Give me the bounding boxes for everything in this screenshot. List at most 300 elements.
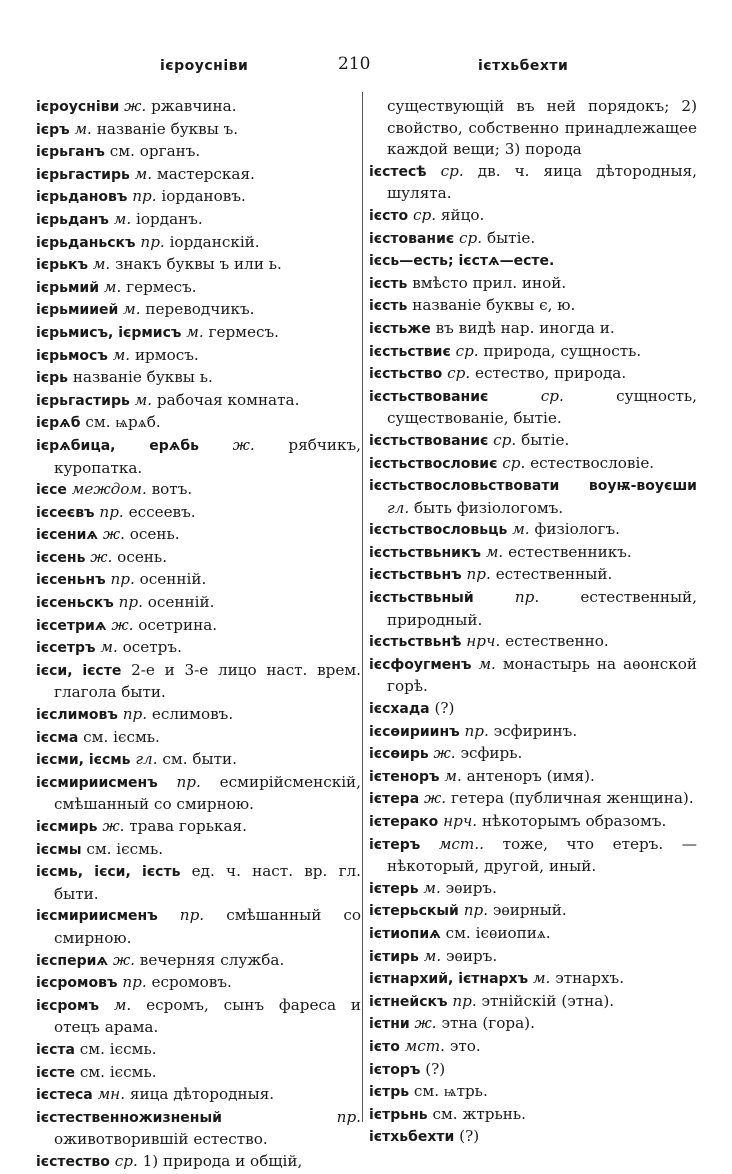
entry-definition: іорданскій. bbox=[169, 232, 260, 251]
entry-definition: вечерняя служба. bbox=[139, 950, 285, 969]
entry-grammar-label: мн. bbox=[97, 1085, 126, 1104]
dictionary-entry bbox=[36, 186, 361, 209]
entry-definition: см. органъ. bbox=[109, 142, 201, 161]
dictionary-entry bbox=[369, 878, 697, 901]
dictionary-entry bbox=[369, 923, 697, 946]
dictionary-entry bbox=[369, 363, 697, 386]
entry-definition: еслимовъ. bbox=[151, 705, 234, 724]
entry-headword: ієрьгастирь bbox=[36, 166, 130, 183]
entry-grammar-label: м. bbox=[512, 520, 530, 539]
entry-grammar-label: ср. bbox=[114, 1151, 138, 1170]
entry-definition: эсфирь. bbox=[460, 744, 523, 763]
entry-definition: іорданъ. bbox=[136, 209, 203, 228]
entry-grammar-label: м. bbox=[134, 390, 153, 409]
entry-headword: ієрьданьскъ bbox=[36, 234, 136, 251]
entry-definition: названіе буквы ь. bbox=[72, 368, 213, 387]
entry-headword: ієсь—есть; ієстѧ—есте. bbox=[369, 253, 555, 270]
running-head-left: ієроусніви bbox=[160, 58, 249, 74]
entry-grammar-label: пр. bbox=[176, 772, 201, 791]
dictionary-entry bbox=[369, 946, 697, 969]
entry-grammar-label: гл. bbox=[387, 498, 410, 517]
dictionary-entry bbox=[36, 547, 361, 570]
dictionary-entry bbox=[36, 96, 361, 119]
entry-headword: ієрьмиией bbox=[36, 302, 119, 319]
entry-headword: ієрьмисъ, ієрмисъ bbox=[36, 324, 182, 341]
page-header bbox=[0, 54, 732, 82]
entry-headword: ієтирь bbox=[369, 948, 419, 965]
entry-headword: ієтерако bbox=[369, 814, 439, 830]
dictionary-entry bbox=[369, 1081, 697, 1104]
dictionary-entry bbox=[36, 772, 361, 816]
entry-headword: ієсѳириинъ bbox=[369, 723, 460, 740]
entry-headword: ієторъ bbox=[369, 1061, 421, 1078]
entry-headword: ієсма bbox=[36, 729, 79, 746]
entry-definition: см. ієсмь. bbox=[79, 1039, 157, 1058]
dictionary-entry bbox=[36, 322, 361, 345]
entry-headword: ієтхьбехти bbox=[369, 1129, 455, 1146]
entry-headword: ієста bbox=[36, 1041, 75, 1058]
entry-definition: въ видѣ нар. иногда и. bbox=[435, 318, 615, 337]
entry-definition: этнархъ. bbox=[555, 969, 625, 988]
entry-definition: осетрина. bbox=[138, 615, 218, 634]
entry-grammar-label: ж. bbox=[232, 435, 255, 454]
entry-grammar-label: ж. bbox=[424, 789, 447, 808]
dictionary-entry bbox=[36, 995, 361, 1039]
dictionary-entry bbox=[36, 1084, 361, 1107]
entry-headword: ієрькъ bbox=[36, 257, 88, 274]
dictionary-entry bbox=[36, 367, 361, 390]
dictionary-entry bbox=[369, 1059, 697, 1082]
entry-headword: ієстованиє bbox=[369, 230, 455, 247]
dictionary-entry bbox=[36, 950, 361, 973]
entry-grammar-label: м. bbox=[444, 766, 462, 785]
entry-grammar-label: м. bbox=[532, 969, 551, 988]
dictionary-entry bbox=[369, 654, 697, 698]
entry-grammar-label: м. bbox=[478, 654, 496, 673]
entry-definition: (?) bbox=[425, 1059, 446, 1078]
entry-grammar-label: м. bbox=[112, 345, 131, 364]
dictionary-entry bbox=[36, 704, 361, 727]
dictionary-entry bbox=[36, 749, 361, 772]
entry-definition: вотъ. bbox=[151, 480, 193, 499]
entry-headword: ієсениѧ bbox=[36, 527, 99, 544]
entry-definition: осенній. bbox=[147, 593, 215, 612]
dictionary-entry bbox=[36, 390, 361, 413]
dictionary-entry bbox=[369, 1126, 697, 1149]
dictionary-entry bbox=[36, 615, 361, 638]
entry-definition: названіе буквы є, ю. bbox=[412, 296, 576, 315]
entry-headword: ієръ bbox=[36, 121, 70, 138]
entry-headword: ієсмирь bbox=[36, 819, 98, 835]
entry-headword: ієсеєвъ bbox=[36, 504, 95, 521]
entry-headword: ієрѧбица, ерѧбь bbox=[36, 437, 199, 454]
entry-headword: ієсеньскъ bbox=[36, 595, 114, 612]
dictionary-entry bbox=[369, 968, 697, 991]
running-head-right: ієтхьбехти bbox=[478, 58, 569, 74]
dictionary-entry bbox=[369, 228, 697, 251]
entry-headword: ієслимовъ bbox=[36, 707, 118, 724]
entry-definition: гетера (публичная женщина). bbox=[450, 789, 694, 808]
dictionary-entry bbox=[369, 430, 697, 453]
entry-headword: ієсѳирь bbox=[369, 746, 429, 763]
entry-definition: физіологъ. bbox=[534, 520, 620, 539]
entry-grammar-label: нрч. bbox=[443, 812, 478, 830]
entry-headword: ієсть bbox=[369, 275, 408, 292]
entry-headword: ієтерьскый bbox=[369, 903, 459, 920]
entry-definition: вмѣсто прил. иной. bbox=[412, 273, 567, 292]
dictionary-entry bbox=[36, 1107, 361, 1151]
dictionary-entry bbox=[369, 743, 697, 766]
entry-grammar-label: ж. bbox=[90, 547, 113, 566]
entry-grammar-label: пр. bbox=[179, 906, 205, 925]
entry-definition: гермесъ. bbox=[126, 277, 197, 296]
dictionary-entry bbox=[36, 277, 361, 300]
entry-headword: ієсе bbox=[36, 482, 67, 499]
entry-grammar-label: пр. bbox=[464, 721, 489, 740]
entry-headword: ієсетриѧ bbox=[36, 617, 107, 634]
entry-definition: 1) природа и общій, bbox=[142, 1151, 303, 1170]
entry-grammar-label: м. bbox=[123, 300, 141, 319]
entry-definition: знакъ буквы ъ или ь. bbox=[115, 255, 282, 274]
entry-grammar-label: ср. bbox=[459, 228, 483, 247]
entry-definition: 2-е и 3-е лицо наст. врем. глагола быти. bbox=[54, 660, 361, 702]
dictionary-entry bbox=[369, 811, 697, 834]
entry-headword: ієси, ієсте bbox=[36, 662, 122, 679]
dictionary-entry bbox=[36, 435, 361, 479]
entry-headword: ієстьствьникъ bbox=[369, 544, 481, 561]
entry-headword: ієроусніви bbox=[36, 99, 120, 115]
entry-definition: см. ієѳиопиѧ. bbox=[445, 923, 551, 942]
entry-grammar-label: пр. bbox=[466, 565, 491, 584]
entry-grammar-label: пр. bbox=[463, 901, 489, 920]
dictionary-entry bbox=[36, 209, 361, 232]
entry-definition: осетръ. bbox=[122, 638, 182, 657]
entry-headword: ієсромъ bbox=[36, 997, 99, 1014]
entry-headword: ієтиопиѧ bbox=[369, 925, 441, 942]
entry-headword: ієтнархий, ієтнархъ bbox=[369, 971, 529, 988]
dictionary-entry bbox=[369, 1104, 697, 1127]
entry-grammar-label: ж. bbox=[414, 1014, 437, 1033]
dictionary-entry bbox=[36, 637, 361, 660]
entry-definition: см. ѩрѧб. bbox=[85, 413, 161, 432]
entry-headword: ієстьство bbox=[369, 366, 443, 383]
entry-headword: ієтрь bbox=[369, 1084, 410, 1101]
entry-definition: эѳиръ. bbox=[445, 878, 497, 897]
entry-headword: ієсетръ bbox=[36, 640, 96, 657]
entry-definition: яица дѣтородныя. bbox=[129, 1085, 275, 1104]
dictionary-entry bbox=[36, 569, 361, 592]
entry-headword: ієсень bbox=[36, 549, 86, 566]
dictionary-entry bbox=[36, 119, 361, 142]
entry-definition: тоже, что етеръ. — нѣкоторый, другой, иный. bbox=[387, 834, 697, 876]
entry-headword: ієрь bbox=[36, 370, 68, 387]
entry-grammar-label: ср. bbox=[502, 453, 526, 472]
entry-definition: см. ѩтрь. bbox=[413, 1082, 488, 1101]
entry-grammar-label: пр. bbox=[336, 1107, 361, 1126]
entry-grammar-label: междом. bbox=[71, 480, 147, 499]
dictionary-entry bbox=[369, 250, 697, 273]
entry-headword: ієстьствьнъ bbox=[369, 567, 462, 584]
dictionary-entry bbox=[369, 834, 697, 878]
entry-definition: бытіе. bbox=[486, 228, 536, 247]
entry-grammar-label: ср. bbox=[493, 430, 517, 449]
entry-definition: іордановъ. bbox=[161, 187, 246, 206]
dictionary-entry bbox=[369, 1036, 697, 1059]
entry-definition: эѳирный. bbox=[492, 901, 567, 920]
dictionary-entry bbox=[369, 1013, 697, 1036]
right-column bbox=[369, 96, 697, 1149]
dictionary-entry bbox=[36, 972, 361, 995]
entry-definition: существующій въ ней порядокъ; 2) свойство, собственно принадлежащее каждой вещи; 3) порода bbox=[387, 97, 697, 159]
entry-grammar-label: ж. bbox=[102, 525, 125, 544]
entry-definition: (?) bbox=[459, 1127, 480, 1146]
page-number: 210 bbox=[338, 54, 371, 74]
dictionary-entry bbox=[36, 412, 361, 435]
dictionary-entry bbox=[36, 816, 361, 839]
entry-definition: естественный, природный. bbox=[387, 588, 698, 629]
entry-headword: ієстеса bbox=[36, 1087, 93, 1104]
entry-grammar-label: пр. bbox=[118, 593, 143, 612]
entry-headword: ієсромовъ bbox=[36, 975, 118, 992]
entry-definition: ессеевъ. bbox=[128, 502, 196, 521]
entry-definition: сущность, существованіе, бытіе. bbox=[387, 386, 697, 428]
entry-definition: естественникъ. bbox=[508, 542, 632, 561]
dictionary-entry bbox=[369, 587, 697, 631]
entry-grammar-label: пр. bbox=[514, 588, 540, 607]
entry-grammar-label: ж. bbox=[102, 817, 125, 835]
dictionary-entry bbox=[36, 524, 361, 547]
entry-grammar-label: мст. bbox=[404, 1036, 445, 1055]
entry-definition: переводчикъ. bbox=[145, 300, 255, 319]
entry-definition: см. ієсмь. bbox=[86, 839, 164, 858]
entry-definition: эѳиръ. bbox=[445, 946, 498, 965]
entry-grammar-label: ср. bbox=[540, 386, 564, 405]
dictionary-entry bbox=[369, 766, 697, 789]
entry-grammar-label: мст.. bbox=[438, 834, 484, 853]
entry-definition: дв. ч. яица дѣтородныя, шулята. bbox=[387, 161, 697, 203]
entry-definition: ед. ч. наст. вр. гл. быти. bbox=[54, 862, 362, 903]
entry-headword: ієсте bbox=[36, 1064, 76, 1081]
entry-headword: ієстество bbox=[36, 1153, 110, 1170]
dictionary-entry bbox=[369, 341, 697, 364]
entry-definition: рябчикъ, куропатка. bbox=[54, 435, 361, 477]
column-divider bbox=[362, 92, 363, 1122]
entry-definition: есмирійсменскій, смѣшанный со смирною. bbox=[54, 772, 362, 814]
entry-headword: ієсмириисменъ bbox=[36, 908, 158, 925]
entry-headword: ієсхада bbox=[369, 701, 430, 718]
entry-grammar-label: пр. bbox=[99, 502, 124, 521]
entry-grammar-label: нрч. bbox=[466, 632, 501, 651]
entry-headword: ієрьдановъ bbox=[36, 189, 128, 206]
entry-definition: ирмосъ. bbox=[134, 345, 199, 364]
entry-headword: ієсфоугменъ bbox=[369, 656, 472, 673]
dictionary-entry bbox=[369, 698, 697, 721]
dictionary-entry bbox=[369, 519, 697, 542]
entry-definition: есромовъ. bbox=[151, 973, 232, 992]
entry-definition: монастырь на аѳонской горѣ. bbox=[387, 654, 697, 696]
entry-grammar-label: м. bbox=[74, 119, 92, 138]
entry-definition: (?) bbox=[434, 699, 455, 718]
entry-headword: ієстественножизненый bbox=[36, 1109, 222, 1126]
dictionary-entry bbox=[369, 788, 697, 811]
entry-definition: яйцо. bbox=[440, 205, 485, 224]
entry-definition: этна (гора). bbox=[441, 1014, 535, 1033]
dictionary-entry bbox=[369, 453, 697, 476]
dictionary-entry bbox=[369, 161, 697, 205]
entry-grammar-label: м. bbox=[100, 638, 118, 657]
entry-grammar-label: ж. bbox=[112, 950, 135, 969]
entry-definition: это. bbox=[449, 1036, 481, 1055]
entry-definition: ржавчина. bbox=[151, 97, 237, 115]
entry-definition: см. быти. bbox=[162, 750, 237, 769]
entry-headword: ієтеръ bbox=[369, 836, 421, 853]
dictionary-entry bbox=[36, 345, 361, 368]
dictionary-entry bbox=[369, 721, 697, 744]
entry-grammar-label: пр. bbox=[132, 187, 157, 206]
entry-grammar-label: ж. bbox=[433, 744, 456, 763]
entry-definition: названіе буквы ъ. bbox=[96, 119, 239, 138]
entry-definition: этнійскій (этна). bbox=[481, 991, 615, 1010]
entry-headword: ієрѧб bbox=[36, 415, 81, 432]
dictionary-entry bbox=[36, 479, 361, 502]
entry-grammar-label: м. bbox=[186, 322, 204, 341]
entry-headword: ієтрьнь bbox=[369, 1106, 428, 1123]
entry-definition: смѣшанный со смирною. bbox=[54, 906, 362, 947]
dictionary-entry bbox=[369, 205, 697, 228]
dictionary-entry bbox=[36, 839, 361, 862]
dictionary-entry bbox=[36, 164, 361, 187]
dictionary-entry bbox=[36, 232, 361, 255]
entry-headword: ієстьствьнѣ bbox=[369, 634, 462, 651]
entry-definition: природа, сущность. bbox=[483, 341, 642, 360]
entry-headword: ієстьже bbox=[369, 320, 431, 337]
entry-headword: ієто bbox=[369, 1038, 400, 1055]
entry-headword: ієсмириисменъ bbox=[36, 774, 158, 791]
entry-grammar-label: ср. bbox=[447, 364, 471, 383]
entry-grammar-label: м. bbox=[92, 255, 111, 274]
left-column bbox=[36, 96, 361, 1174]
entry-headword: ієсть bbox=[369, 298, 408, 315]
entry-headword: ієстьствиє bbox=[369, 343, 451, 360]
entry-headword: ієстьствьный bbox=[369, 590, 474, 607]
dictionary-entry bbox=[36, 905, 361, 949]
entry-grammar-label: м. bbox=[423, 946, 442, 965]
entry-definition: трава горькая. bbox=[129, 817, 247, 835]
entry-grammar-label: ср. bbox=[440, 161, 464, 180]
entry-definition: бытіе. bbox=[521, 430, 570, 449]
entry-grammar-label: м. bbox=[103, 277, 122, 296]
dictionary-entry bbox=[369, 564, 697, 587]
entry-grammar-label: м. bbox=[113, 209, 132, 228]
dictionary-entry bbox=[369, 386, 697, 430]
entry-headword: ієтерь bbox=[369, 880, 419, 897]
entry-headword: ієрьмий bbox=[36, 279, 100, 296]
entry-headword: ієтера bbox=[369, 791, 420, 808]
entry-definition: гермесъ. bbox=[208, 322, 279, 341]
entry-headword: ієстьствословиє bbox=[369, 455, 498, 472]
entry-headword: ієтни bbox=[369, 1016, 410, 1033]
entry-headword: ієстьствованиє bbox=[369, 432, 489, 449]
entry-headword: ієстьствословьствовати воуѭ-воуєши bbox=[369, 478, 697, 495]
entry-headword: ієсми, ієсмь bbox=[36, 752, 131, 769]
entry-grammar-label: пр. bbox=[452, 991, 477, 1010]
entry-grammar-label: ср. bbox=[455, 341, 479, 360]
dictionary-entry bbox=[369, 900, 697, 923]
entry-definition: нѣкоторымъ образомъ. bbox=[481, 812, 667, 830]
entry-definition: мастерская. bbox=[156, 164, 255, 183]
dictionary-entry bbox=[36, 502, 361, 525]
dictionary-entry bbox=[369, 273, 697, 296]
dictionary-entry bbox=[36, 1039, 361, 1062]
dictionary-entry bbox=[36, 592, 361, 615]
dictionary-entry bbox=[369, 295, 697, 318]
entry-headword: ієрьмосъ bbox=[36, 347, 108, 364]
entry-headword: ієстьствословьць bbox=[369, 522, 508, 539]
dictionary-entry bbox=[36, 1151, 361, 1174]
entry-definition: рабочая комната. bbox=[156, 390, 300, 409]
entry-grammar-label: пр. bbox=[140, 232, 165, 251]
dictionary-entry bbox=[369, 475, 697, 519]
entry-grammar-label: м. bbox=[423, 878, 441, 897]
dictionary-entry bbox=[36, 1062, 361, 1085]
entry-definition: быть физіологомъ. bbox=[414, 498, 564, 517]
dictionary-entry bbox=[36, 727, 361, 750]
entry-headword: ієсто bbox=[369, 207, 409, 224]
dictionary-entry bbox=[369, 318, 697, 341]
entry-headword: ієспериѧ bbox=[36, 952, 109, 969]
entry-headword: ієстесѣ bbox=[369, 163, 427, 180]
entry-headword: ієрьгастирь bbox=[36, 392, 130, 409]
dictionary-entry bbox=[36, 660, 361, 704]
entry-headword: ієсмы bbox=[36, 841, 82, 858]
entry-definition: есромъ, сынъ фареса и отецъ арама. bbox=[54, 995, 361, 1037]
entry-grammar-label: м. bbox=[113, 995, 132, 1014]
entry-headword: ієсеньнъ bbox=[36, 572, 106, 589]
dictionary-entry bbox=[36, 141, 361, 164]
dictionary-entry bbox=[36, 254, 361, 277]
entry-definition: естествословіе. bbox=[530, 453, 655, 472]
entry-definition: см. ієсмь. bbox=[83, 727, 160, 746]
dictionary-entry bbox=[369, 631, 697, 654]
entry-definition: эсфиринъ. bbox=[493, 721, 578, 740]
entry-grammar-label: м. bbox=[134, 164, 153, 183]
entry-grammar-label: м. bbox=[485, 542, 504, 561]
entry-definition: см. ієсмь. bbox=[79, 1062, 157, 1081]
entry-grammar-label: ср. bbox=[412, 205, 437, 224]
entry-definition: антеноръ (имя). bbox=[466, 766, 595, 785]
entry-definition: осень. bbox=[117, 547, 168, 566]
entry-headword: ієрьганъ bbox=[36, 144, 105, 161]
entry-headword: ієтнейскъ bbox=[369, 993, 448, 1010]
entry-definition: естество, природа. bbox=[474, 364, 627, 383]
entry-definition: оживотворившій естество. bbox=[54, 1130, 268, 1149]
dictionary-entry bbox=[36, 299, 361, 322]
dictionary-entry bbox=[369, 991, 697, 1014]
entry-grammar-label: пр. bbox=[122, 973, 147, 992]
dictionary-entry bbox=[369, 542, 697, 565]
entry-headword: ієрьданъ bbox=[36, 211, 109, 228]
dictionary-entry bbox=[36, 861, 361, 905]
entry-grammar-label: пр. bbox=[122, 705, 148, 724]
entry-grammar-label: пр. bbox=[110, 570, 135, 589]
entry-definition: см. жтрьнь. bbox=[432, 1104, 527, 1123]
entry-grammar-label: гл. bbox=[135, 750, 158, 769]
dictionary-entry bbox=[369, 96, 697, 161]
entry-grammar-label: ж. bbox=[124, 97, 147, 115]
entry-headword: ієтеноръ bbox=[369, 768, 440, 785]
entry-headword: ієстьствованиє bbox=[369, 388, 489, 405]
entry-definition: осенній. bbox=[139, 570, 207, 589]
